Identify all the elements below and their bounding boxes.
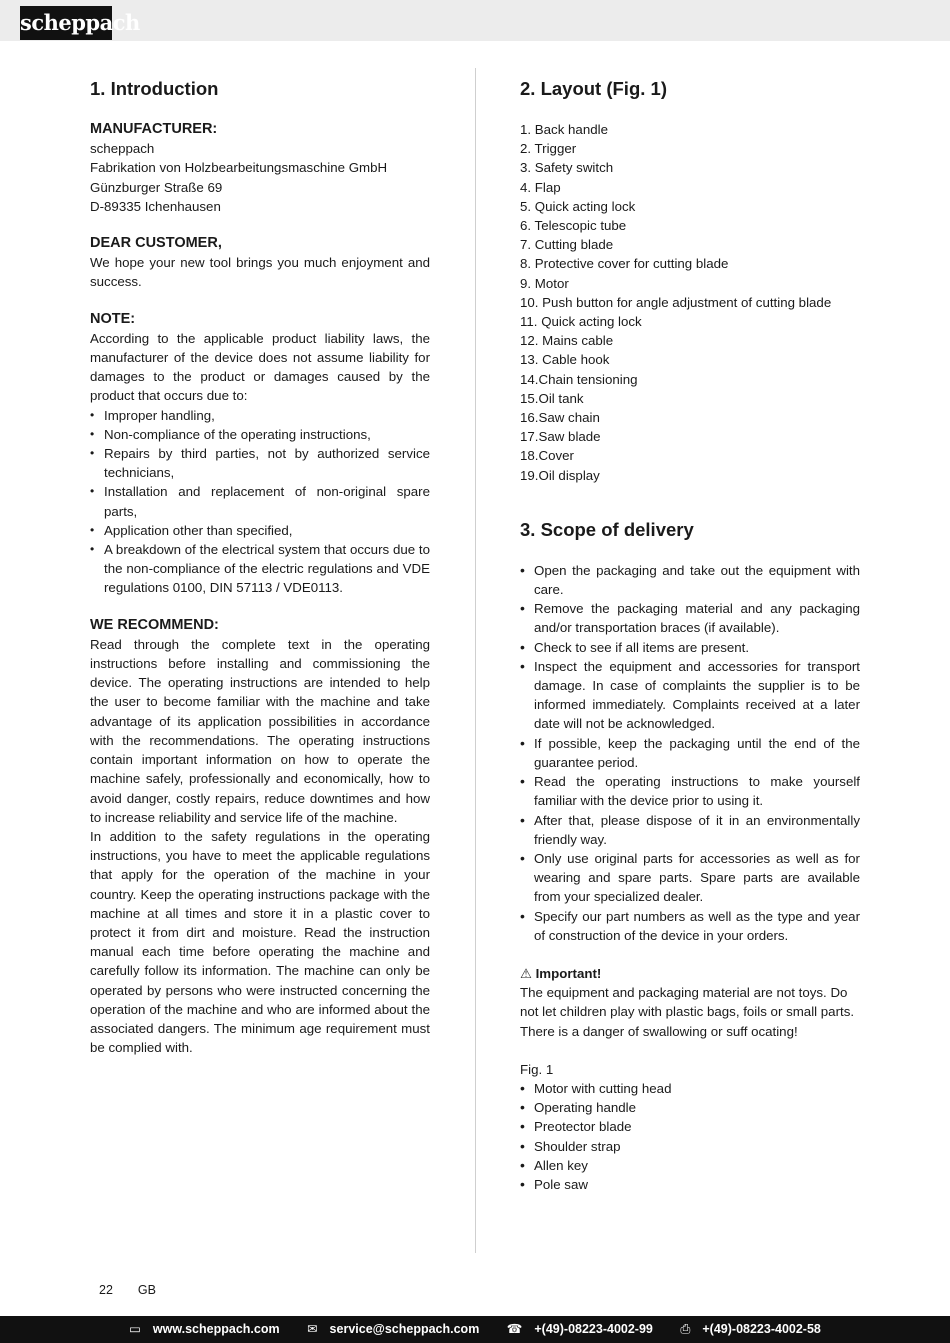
list-item: • Repairs by third parties, not by authorized service technicians, [90,444,430,482]
list-item: 1. Back handle [520,122,608,137]
fig-list [520,1079,860,1194]
list-item: • Allen key [520,1156,860,1175]
fax-icon: ⎙ [680,1322,691,1336]
right-column [520,78,860,1194]
computer-icon: ▭ [129,1322,141,1336]
layout-title: 2. Layout (Fig. 1) [520,78,667,99]
list-item: 2. Trigger [520,141,577,157]
page-footer [99,1283,156,1297]
list-item: 13. Cable hook [520,352,610,368]
list-item: 4. Flap [520,179,561,195]
intro-title: 1. Introduction [90,78,219,99]
list-item: 17.Saw blade [520,429,601,445]
header-bar [0,0,950,41]
list-item: 10. Push button for angle adjustment of cutting blade [520,294,832,310]
email-link[interactable]: ✉ service@scheppach.com [301,1316,485,1343]
list-item: 14.Chain tensioning [520,371,638,387]
note-list [90,406,430,598]
list-item: • Check to see if all items are present. [520,638,860,657]
list-item: • Specify our part numbers as well as the type and year of construction of the device in your orders. [520,907,860,945]
list-item: • Improper handling, [90,406,430,425]
manufacturer-heading: MANUFACTURER: [90,121,218,137]
list-item: • Only use original parts for accessories as well as for wearing and spare parts. Spare parts are available from your specialized dealer. [520,849,860,907]
page-language: GB [137,1283,156,1297]
list-item: • Motor with cutting head [520,1079,860,1098]
list-item: 11. Quick acting lock [520,314,642,330]
list-item: 8. Protective cover for cutting blade [520,256,729,272]
list-item: 5. Quick acting lock [520,198,636,214]
phone-icon: ☎ [506,1322,523,1336]
fig-label: Fig. 1 [520,1061,554,1077]
phone-number: ☎ +(49)-08223-4002-99 [501,1316,659,1343]
list-item: • Read the operating instructions to make yourself familiar with the device prior to using it. [520,772,860,810]
column-divider [475,68,476,1253]
recommend-paragraph: Read through the complete text in the operating instructions before installing and commissioning the device. The operating instructions are intended to help the user to become familiar with the machine and take advantage of its application possibilities in accordance with the recommendations. The operating instructions contain important information on how to operate the machine safely, professionally and economically, how to avoid danger, costly repairs, reduce downtimes and how to increase reliability and service life of the machine. [90,636,430,825]
contact-footer [0,1316,950,1343]
list-item: 19.Oil display [520,467,600,483]
list-item: • Open the packaging and take out the equipment with care. [520,561,860,599]
list-item: • Shoulder strap [520,1137,860,1156]
dear-customer-text: We hope your new tool brings you much enjoyment and success. [90,255,430,290]
list-item: • Operating handle [520,1098,860,1117]
important-heading: ⚠ Important! [520,965,602,981]
fax-number: ⎙ +(49)-08223-4002-58 [674,1316,827,1343]
recommend-paragraph: In addition to the safety regulations in the operating instructions, you have to meet the applicable regulations that apply for the operation of the machine in your country. Keep the operating instructions package with the machine at all times and store it in a plastic cover to protect it from dirt and moisture. Read the instruction manual each time before operating the machine and carefully follow its information. The machine can only be operated by persons who were instructed concerning the operation of the machine and who are informed about the associated dangers. The minimum age requirement must be complied with. [90,828,430,1056]
list-item: 18.Cover [520,448,574,464]
list-item: • Non-compliance of the operating instructions, [90,425,430,444]
scope-title: 3. Scope of delivery [520,518,694,540]
list-item: 12. Mains cable [520,333,614,349]
list-item: 9. Motor [520,275,569,291]
list-item: • Installation and replacement of non-original spare parts, [90,482,430,520]
list-item: 3. Safety switch [520,160,614,176]
manufacturer-line: D-89335 Ichenhausen [90,198,221,214]
important-text: The equipment and packaging material are not toys. Do not let children play with plastic bags, foils or small parts. There is a danger of swallowing or suff ocating! [520,985,855,1039]
layout-list [520,120,860,485]
list-item: 15.Oil tank [520,390,584,406]
mail-icon: ✉ [307,1322,318,1336]
list-item: • A breakdown of the electrical system that occurs due to the non-compliance of the electric regulations and VDE regulations 0100, DIN 57113 / VDE0113. [90,540,430,598]
list-item: 6. Telescopic tube [520,218,627,234]
recommend-heading: WE RECOMMEND: [90,616,219,633]
note-heading: NOTE: [90,310,136,327]
list-item: • Preotector blade [520,1117,860,1136]
page-number: 22 [99,1283,113,1297]
list-item: • Inspect the equipment and accessories for transport damage. In case of complaints the supplier is to be informed immediately. Complaints received at a later date will not be acknowledged. [520,657,860,734]
list-item: 7. Cutting blade [520,237,614,253]
website-link[interactable]: ▭ www.scheppach.com [123,1316,285,1343]
manufacturer-line: scheppach [90,141,155,157]
list-item: • If possible, keep the packaging until the end of the guarantee period. [520,734,860,772]
list-item: • Remove the packaging material and any packaging and/or transportation braces (if available). [520,599,860,637]
list-item: • Application other than specified, [90,521,430,540]
scheppach-logo: scheppach [20,6,112,40]
list-item: • After that, please dispose of it in an environmentally friendly way. [520,811,860,849]
scope-list [520,561,860,945]
note-text: According to the applicable product liability laws, the manufacturer of the device does not assume liability for damages to the product or damages caused by the product that occurs due to: [90,330,430,404]
dear-customer-heading: DEAR CUSTOMER, [90,235,222,252]
manufacturer-line: Günzburger Straße 69 [90,179,223,195]
left-column [90,78,430,1057]
list-item: • Pole saw [520,1175,860,1194]
manufacturer-line: Fabrikation von Holzbearbeitungsmaschine GmbH [90,160,388,176]
list-item: 16.Saw chain [520,410,600,426]
